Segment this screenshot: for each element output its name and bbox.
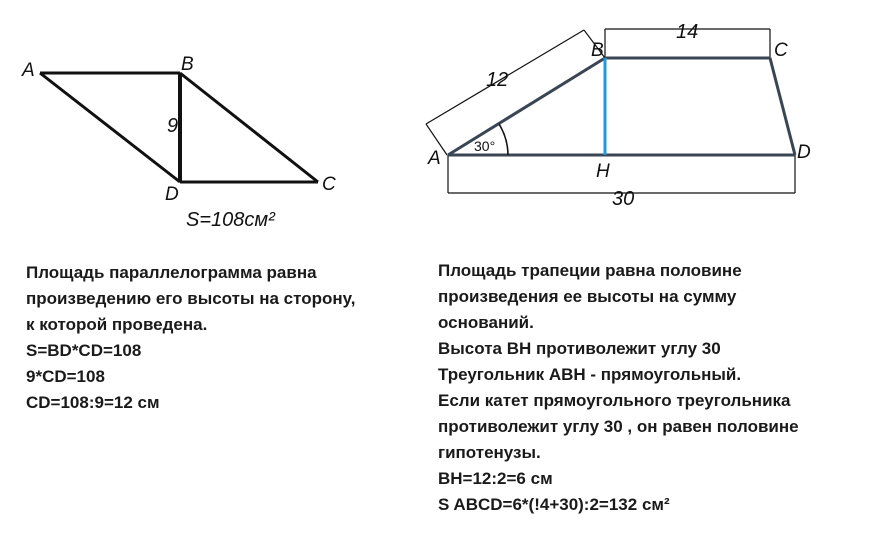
trapezoid-vertex-b: B (591, 40, 604, 61)
solution-line: CD=108:9=12 см (26, 393, 160, 412)
solution-line: оснований. (438, 313, 534, 332)
base-ad-length-label: 30 (612, 188, 635, 210)
trapezoid-solution-text (438, 258, 799, 518)
parallelogram-side-bc (180, 73, 318, 182)
solution-line: Высота ВН противолежит углу 30 (438, 339, 721, 358)
parallelogram-height-label: 9 (167, 115, 179, 137)
trapezoid-vertex-a: A (428, 148, 441, 169)
solution-line: S ABCD=6*(!4+30):2=132 см² (438, 495, 670, 514)
parallelogram-figure (21, 54, 336, 231)
trapezoid-figure (426, 21, 811, 210)
trapezoid-foot-h: H (596, 161, 610, 182)
parallelogram-area-label: S=108см² (186, 209, 275, 231)
angle-arc-a (499, 124, 508, 155)
parallelogram-vertex-c: C (322, 174, 336, 195)
trapezoid-side-cd (770, 58, 795, 155)
solution-line: Площадь параллелограмма равна (26, 263, 317, 282)
angle-a-label: 30° (474, 138, 496, 154)
side-ab-length-label: 12 (486, 69, 509, 91)
solution-line: произведению его высоты на сторону, (26, 289, 356, 308)
trapezoid-side-ab (448, 58, 605, 155)
solution-line: Треугольник АВН - прямоугольный. (438, 365, 742, 384)
trapezoid-vertex-c: C (774, 40, 788, 61)
solution-line: S=BD*CD=108 (26, 341, 142, 360)
parallelogram-vertex-a: A (22, 60, 35, 81)
solution-line: гипотенузы. (438, 443, 541, 462)
solution-line: к которой проведена. (26, 315, 208, 334)
geometry-figure (0, 0, 884, 250)
solution-line: противолежит углу 30 , он равен половине (438, 417, 799, 436)
trapezoid-vertex-d: D (797, 142, 811, 163)
solution-line: Если катет прямоугольного треугольника (438, 391, 791, 410)
parallelogram-vertex-b: B (181, 54, 194, 75)
solution-line: Площадь трапеции равна половине (438, 261, 742, 280)
solution-line: произведения ее высоты на сумму (438, 287, 737, 306)
parallelogram-solution-text (26, 260, 356, 416)
solution-line: 9*CD=108 (26, 367, 105, 386)
base-bc-length-label: 14 (676, 21, 699, 43)
parallelogram-vertex-d: D (165, 184, 179, 205)
parallelogram-side-ad (40, 73, 180, 182)
solution-line: ВН=12:2=6 см (438, 469, 553, 488)
